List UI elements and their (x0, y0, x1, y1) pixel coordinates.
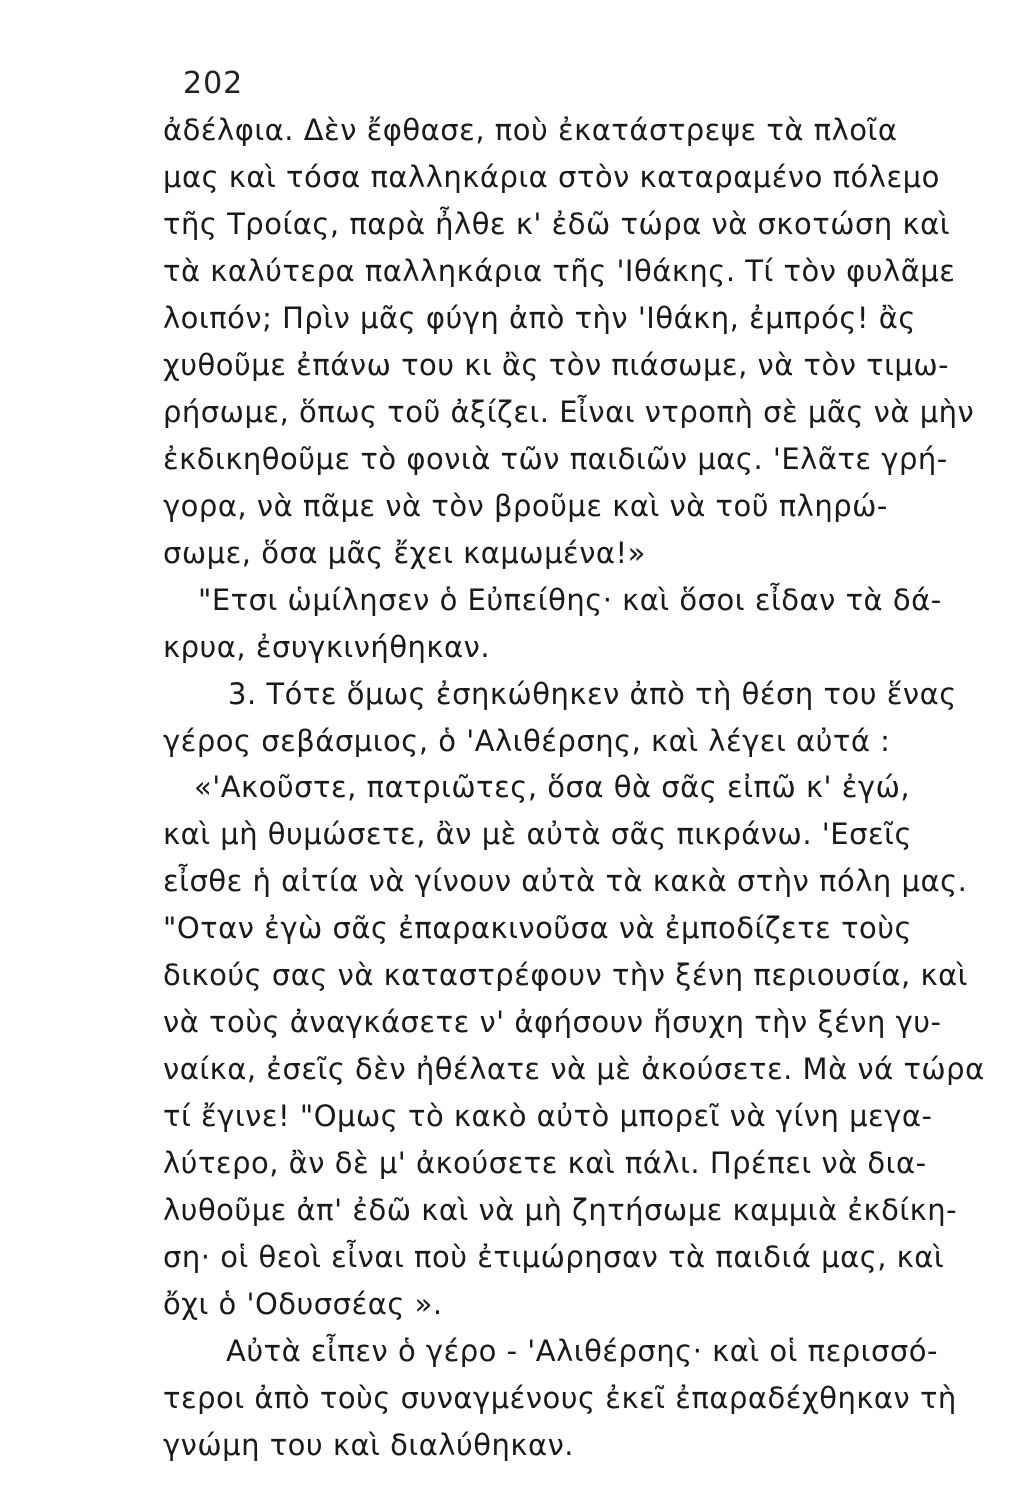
text-line: κρυα, ἐσυγκινήθηκαν. (163, 630, 491, 664)
text-line: τὰ καλύτερα παλληκάρια τῆς 'Ιθάκης. Τί τὸν φυλᾶμε (163, 254, 956, 288)
text-line: γνώμη του καὶ διαλύθηκαν. (163, 1428, 574, 1462)
text-line: «'Ακοῦστε, πατριῶτες, ὅσα θὰ σᾶς εἰπῶ κ' ἐγώ, (194, 770, 911, 804)
text-line: "Ετσι ὡμίλησεν ὁ Εὐπείθης· καὶ ὅσοι εἶδαν τὰ δά- (198, 583, 942, 617)
text-line: ἀδέλφια. Δὲν ἔφθασε, ποὺ ἐκατάστρεψε τὰ πλοῖα (163, 113, 898, 147)
text-line: λοιπόν; Πρὶν μᾶς φύγη ἀπὸ τὴν 'Ιθάκη, ἐμπρός! ἂς (163, 301, 916, 335)
text-line: λύτερο, ἂν δὲ μ' ἀκούσετε καὶ πάλι. Πρέπει νὰ δια- (163, 1146, 927, 1180)
text-line: ρήσωμε, ὅπως τοῦ ἀξίζει. Εἶναι ντροπὴ σὲ μᾶς νὰ μὴν (163, 395, 975, 429)
text-line: ὄχι ὁ 'Οδυσσέας ». (163, 1287, 443, 1321)
text-line: ἐκδικηθοῦμε τὸ φονιὰ τῶν παιδιῶν μας. 'Ελᾶτε γρή- (163, 442, 948, 476)
text-line: νὰ τοὺς ἀναγκάσετε ν' ἀφήσουν ἥσυχη τὴν ξένη γυ- (163, 1005, 942, 1039)
text-line: "Οταν ἐγὼ σᾶς ἐπαρακινοῦσα νὰ ἐμποδίζετε τοὺς (163, 911, 913, 945)
text-line: 3. Τότε ὅμως ἐσηκώθηκεν ἀπὸ τὴ θέση του ἕνας (228, 677, 957, 711)
text-line: λυθοῦμε ἀπ' ἐδῶ καὶ νὰ μὴ ζητήσωμε καμμιὰ ἐκδίκη- (163, 1193, 958, 1227)
text-line: τί ἔγινε! "Ομως τὸ κακὸ αὐτὸ μπορεῖ νὰ γίνη μεγα- (163, 1099, 933, 1133)
text-line: τεροι ἀπὸ τοὺς συναγμένους ἐκεῖ ἐπαραδέχθηκαν τὴ (163, 1381, 957, 1415)
text-line: δικούς σας νὰ καταστρέφουν τὴν ξένη περιουσία, καὶ (163, 958, 968, 992)
page-number: 202 (183, 66, 244, 101)
text-line: Αὐτὰ εἶπεν ὁ γέρο - 'Αλιθέρσης· καὶ οἱ περισσό- (226, 1334, 938, 1368)
text-line: χυθοῦμε ἐπάνω του κι ἂς τὸν πιάσωμε, νὰ τὸν τιμω- (163, 348, 950, 382)
text-line: τῆς Τροίας, παρὰ ἦλθε κ' ἐδῶ τώρα νὰ σκοτώση καὶ (163, 207, 951, 241)
text-line: γορα, νὰ πᾶμε νὰ τὸν βροῦμε καὶ νὰ τοῦ πληρώ- (163, 489, 888, 523)
text-line: ση· οἱ θεοὶ εἶναι ποὺ ἐτιμώρησαν τὰ παιδιά μας, καὶ (163, 1240, 945, 1274)
text-line: μας καὶ τόσα παλληκάρια στὸν καταραμένο πόλεμο (163, 160, 940, 194)
text-line: εἶσθε ἡ αἰτία νὰ γίνουν αὐτὰ τὰ κακὰ στὴν πόλη μας. (163, 864, 968, 898)
text-line: καὶ μὴ θυμώσετε, ἂν μὲ αὐτὰ σᾶς πικράνω. 'Εσεῖς (163, 817, 912, 851)
text-line: ναίκα, ἐσεῖς δὲν ἠθέλατε νὰ μὲ ἀκούσετε. Μὰ νά τώρα (163, 1052, 985, 1086)
text-line: γέρος σεβάσμιος, ὁ 'Αλιθέρσης, καὶ λέγει αὐτά : (163, 724, 891, 758)
text-line: σωμε, ὅσα μᾶς ἔχει καμωμένα!» (163, 536, 646, 570)
